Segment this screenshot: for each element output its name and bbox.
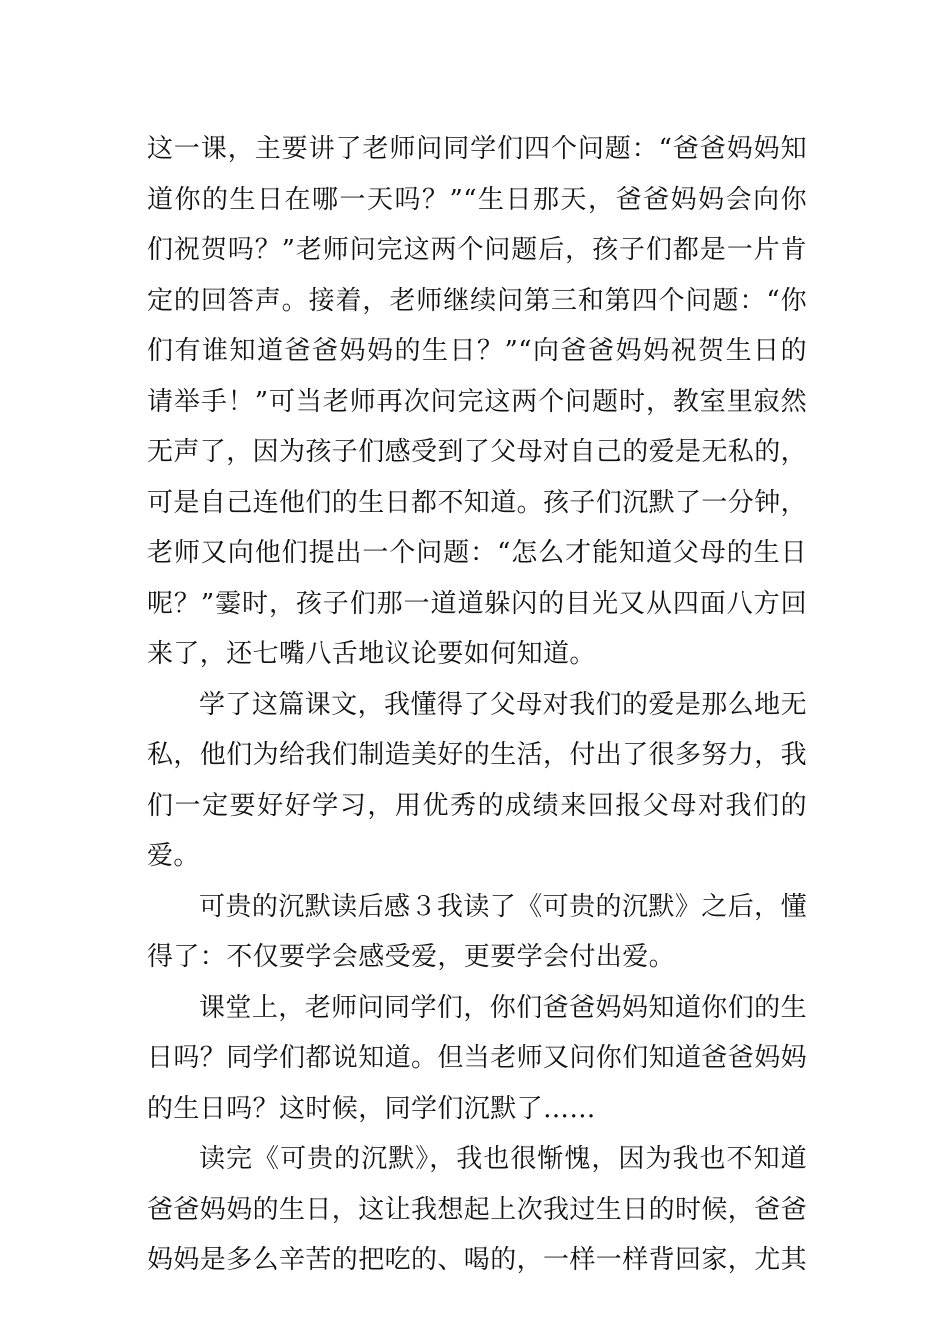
paragraph-1: 这一课，主要讲了老师问同学们四个问题：“爸爸妈妈知道你的生日在哪一天吗？”“生日那天，爸爸妈妈会向你们祝贺吗？”老师问完这两个问题后，孩子们都是一片肯定的回答声。接着，老师继续问第三和第四个问题：“你们有谁知道爸爸妈妈的生日？”“向爸爸妈妈祝贺生日的请举手！”可当老师再次问完这两个问题时，教室里寂然无声了，因为孩子们感受到了父母对自己的爱是无私的，可是自己连他们的生日都不知道。孩子们沉默了一分钟，老师又向他们提出一个问题：“怎么才能知道父母的生日呢？”霎时，孩子们那一道道躲闪的目光又从四面八方回来了，还七嘴八舌地议论要如何知道。	[147, 134, 808, 669]
paragraph-2: 学了这篇课文，我懂得了父母对我们的爱是那么地无私，他们为给我们制造美好的生活，付出了很多努力，我们一定要好好学习，用优秀的成绩来回报父母对我们的爱。	[147, 689, 808, 871]
paragraph-5: 读完《可贵的沉默》，我也很惭愧，因为我也不知道爸爸妈妈的生日，这让我想起上次我过生日的时候，爸爸妈妈是多么辛苦的把吃的、喝的，一样一样背回家，尤其	[147, 1144, 808, 1275]
paragraph-3: 可贵的沉默读后感３我读了《可贵的沉默》之后，懂得了：不仅要学会感受爱，更要学会付出爱。	[147, 891, 807, 972]
document-body	[147, 124, 807, 1286]
paragraph-4: 课堂上，老师问同学们，你们爸爸妈妈知道你们的生日吗？同学们都说知道。但当老师又问你们知道爸爸妈妈的生日吗？这时候，同学们沉默了……	[147, 992, 808, 1124]
